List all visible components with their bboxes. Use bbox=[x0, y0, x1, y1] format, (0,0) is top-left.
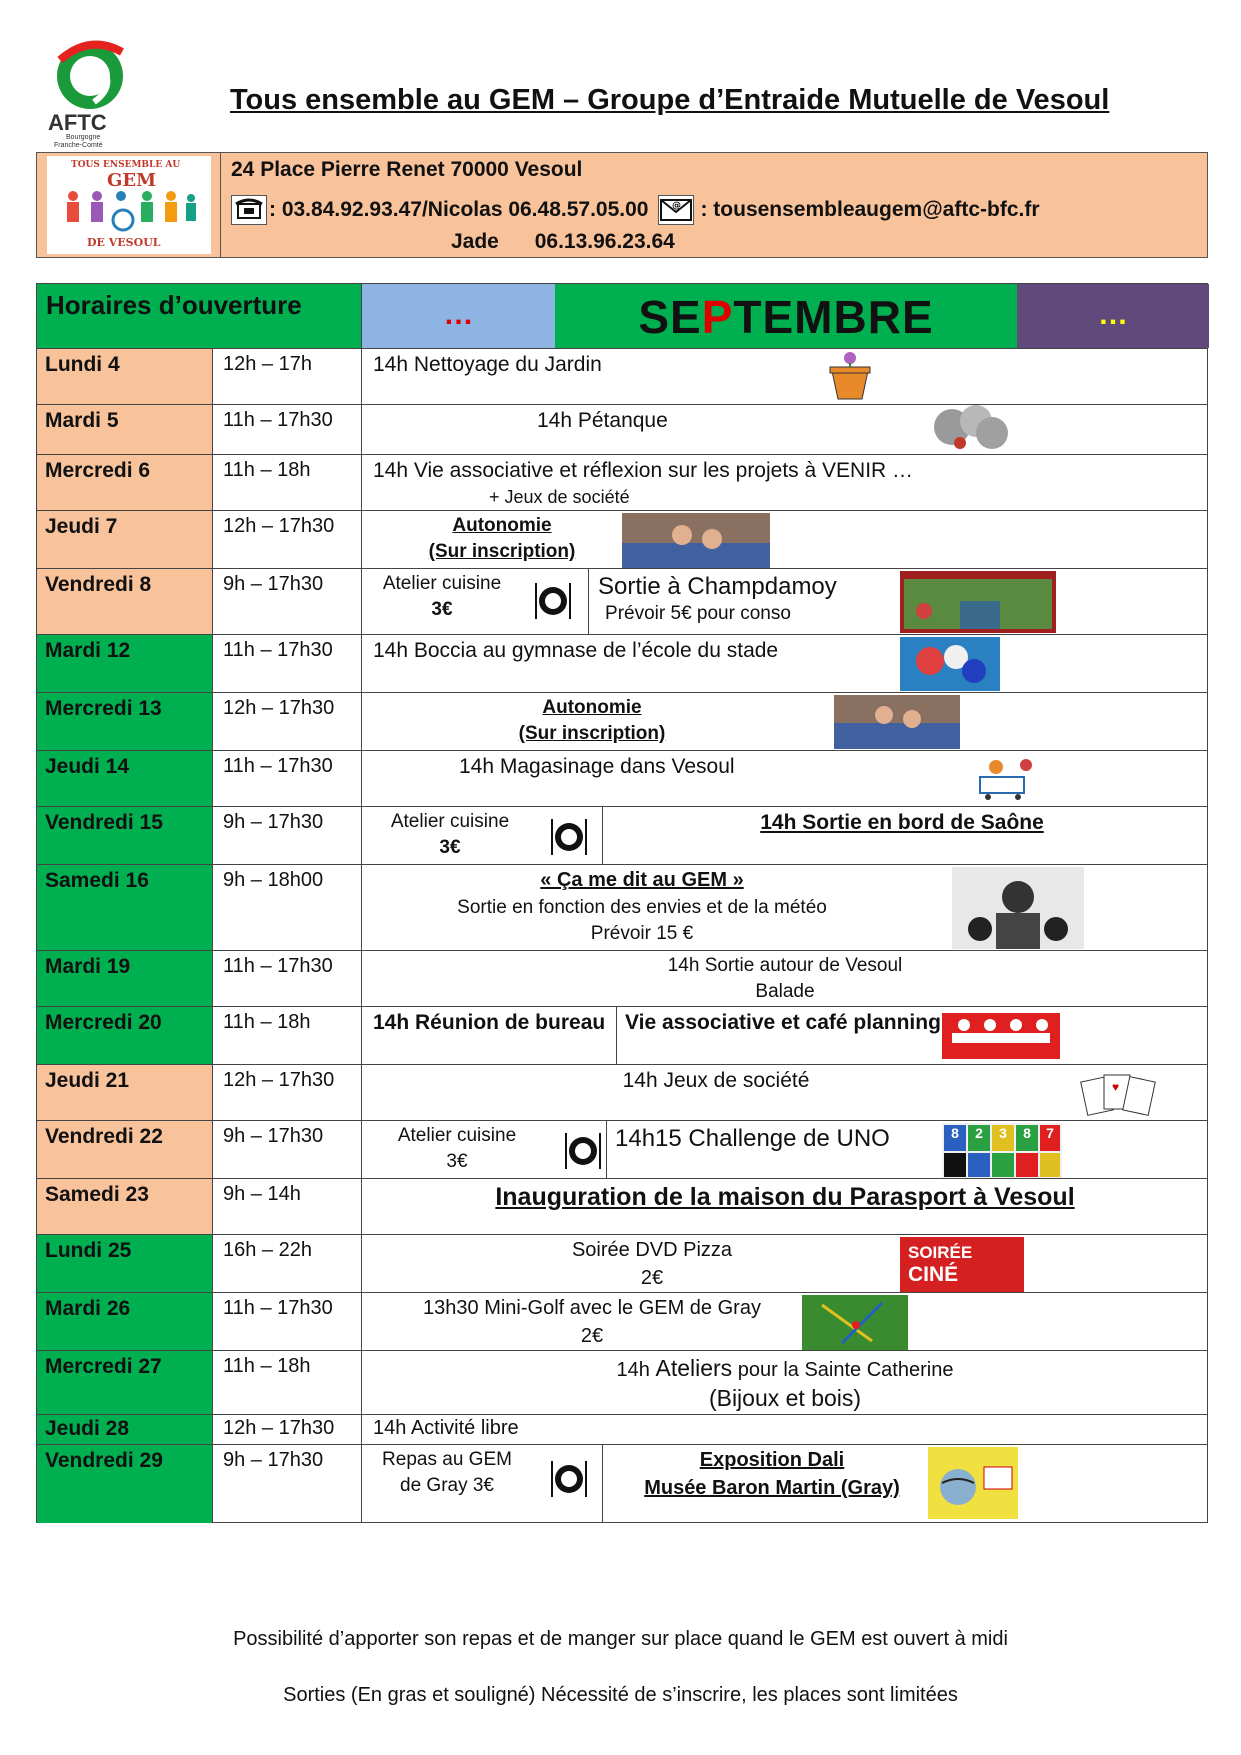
hours-cell: 11h – 17h30 bbox=[213, 405, 362, 454]
aftc-logo-sub1: Bourgogne bbox=[66, 134, 101, 141]
table-row bbox=[37, 1444, 1207, 1635]
activity-right-text: 14h Sortie en bord de Saône bbox=[760, 811, 1044, 834]
day-cell: Mercredi 27 bbox=[37, 1351, 213, 1414]
month-next-dots: … bbox=[1098, 298, 1128, 331]
gem-logo-line1: TOUS ENSEMBLE AU bbox=[71, 160, 181, 170]
activity-text: 14h Activité libre bbox=[373, 1417, 519, 1439]
table-row bbox=[37, 950, 1207, 1006]
envelope-icon bbox=[658, 195, 694, 225]
hours-cell: 9h – 17h30 bbox=[213, 807, 362, 864]
day-cell: Samedi 23 bbox=[37, 1179, 213, 1234]
activity-cell bbox=[362, 693, 1207, 750]
jade-name: Jade bbox=[451, 230, 499, 253]
table-row bbox=[37, 1178, 1207, 1234]
shopping-cart-icon bbox=[966, 757, 1050, 803]
activity-cell bbox=[362, 405, 1207, 454]
activity-right-subtext: Musée Baron Martin (Gray) bbox=[644, 1477, 900, 1499]
activity-cell bbox=[362, 1445, 1207, 1523]
activity-right-text: 14h15 Challenge de UNO bbox=[615, 1125, 890, 1152]
jade-row bbox=[451, 230, 675, 254]
table-row bbox=[37, 510, 1207, 568]
table-row bbox=[37, 1414, 1207, 1444]
activity-text: Atelier cuisine bbox=[390, 811, 510, 832]
mini-golf-icon bbox=[802, 1295, 908, 1351]
table-row bbox=[37, 864, 1207, 950]
activity-text: 14h Réunion de bureau bbox=[373, 1011, 606, 1034]
day-cell: Mardi 12 bbox=[37, 635, 213, 692]
meeting-table-icon bbox=[942, 1013, 1060, 1059]
activity-cell bbox=[362, 1121, 1207, 1178]
dali-poster-image bbox=[928, 1447, 1018, 1519]
hours-cell: 9h – 17h30 bbox=[213, 569, 362, 634]
activity-right-text: Exposition Dali bbox=[699, 1449, 845, 1471]
activity-cell bbox=[362, 455, 1207, 510]
uno-cards-icon: 8 2 3 8 7 bbox=[942, 1123, 1062, 1179]
activity-text: 14h Boccia au gymnase de l’école du stade bbox=[373, 639, 779, 662]
activity-subtext: (Sur inscription) bbox=[518, 723, 666, 744]
autonomy-photo bbox=[834, 695, 960, 749]
activity-subtext: (Bijoux et bois) bbox=[708, 1385, 862, 1411]
boxer-photo bbox=[952, 867, 1084, 949]
hours-cell: 9h – 14h bbox=[213, 1179, 362, 1234]
activity-subtext: + Jeux de société bbox=[489, 487, 630, 507]
footer-note-outings: Sorties (En gras et souligné) Nécessité de s’inscrire, les places sont limitées bbox=[283, 1684, 958, 1706]
hours-cell: 9h – 17h30 bbox=[213, 1445, 362, 1523]
day-cell: Jeudi 14 bbox=[37, 751, 213, 806]
aftc-logo bbox=[44, 40, 140, 150]
table-row bbox=[37, 634, 1207, 692]
day-cell: Vendredi 29 bbox=[37, 1445, 213, 1523]
activity-text: Repas au GEM bbox=[382, 1449, 512, 1470]
aftc-logo-text: AFTC bbox=[48, 110, 107, 135]
day-cell: Mercredi 6 bbox=[37, 455, 213, 510]
plate-cutlery-icon bbox=[563, 1123, 603, 1179]
champdamoy-photo bbox=[900, 571, 1056, 633]
gem-logo bbox=[47, 156, 211, 254]
table-row bbox=[37, 454, 1207, 510]
address: 24 Place Pierre Renet 70000 Vesoul bbox=[231, 158, 583, 181]
activity-text: Atelier cuisine bbox=[397, 1125, 517, 1146]
hours-cell: 11h – 17h30 bbox=[213, 951, 362, 1006]
day-cell: Mardi 5 bbox=[37, 405, 213, 454]
activity-cell bbox=[362, 1351, 1207, 1414]
day-cell: Vendredi 15 bbox=[37, 807, 213, 864]
day-cell: Jeudi 7 bbox=[37, 511, 213, 568]
svg-text:♥: ♥ bbox=[1112, 1080, 1120, 1094]
day-cell: Mardi 19 bbox=[37, 951, 213, 1006]
activity-text: Atelier cuisine bbox=[382, 573, 502, 594]
jade-phone: 06.13.96.23.64 bbox=[534, 230, 675, 253]
activity-cell bbox=[362, 1415, 1207, 1444]
telephone-icon bbox=[231, 195, 267, 225]
contact-box bbox=[36, 152, 1208, 258]
activity-price: 2€ bbox=[640, 1267, 664, 1289]
activity-cell bbox=[362, 1065, 1207, 1120]
activity-price: 3€ bbox=[446, 1151, 468, 1172]
activity-subtext: de Gray 3€ bbox=[400, 1475, 494, 1496]
hours-cell: 12h – 17h30 bbox=[213, 511, 362, 568]
table-row bbox=[37, 692, 1207, 750]
activity-text: 14h Nettoyage du Jardin bbox=[373, 353, 602, 376]
hours-cell: 12h – 17h bbox=[213, 349, 362, 404]
day-cell: Mercredi 13 bbox=[37, 693, 213, 750]
activity-cell bbox=[362, 349, 1207, 404]
activity-text: Soirée DVD Pizza bbox=[571, 1239, 733, 1261]
phone-row bbox=[231, 195, 1040, 225]
people-icon bbox=[61, 190, 201, 234]
month-prev-dots: … bbox=[443, 298, 474, 331]
activity-cell bbox=[362, 1007, 1207, 1064]
activity-cell bbox=[362, 865, 1207, 950]
table-row bbox=[37, 1292, 1207, 1350]
gem-logo-line3: DE VESOUL bbox=[87, 236, 161, 249]
activity-subtext: (Sur inscription) bbox=[428, 541, 576, 562]
activity-text: 14h Jeux de société bbox=[622, 1069, 810, 1092]
table-row bbox=[37, 1120, 1207, 1178]
hours-cell: 11h – 17h30 bbox=[213, 1293, 362, 1350]
day-cell: Mercredi 20 bbox=[37, 1007, 213, 1064]
month-prev-cell bbox=[362, 284, 555, 348]
activity-cell bbox=[362, 1179, 1207, 1234]
day-cell: Mardi 26 bbox=[37, 1293, 213, 1350]
activity-cell bbox=[362, 1235, 1207, 1292]
activity-cell bbox=[362, 807, 1207, 864]
activity-text: 14h Ateliers pour la Sainte Catherine bbox=[616, 1355, 954, 1381]
opening-hours-heading-cell bbox=[37, 284, 362, 348]
activity-text: Inauguration de la maison du Parasport à Vesoul bbox=[495, 1183, 1075, 1211]
day-cell: Jeudi 28 bbox=[37, 1415, 213, 1444]
footer-note-lunch: Possibilité d’apporter son repas et de manger sur place quand le GEM est ouvert à midi bbox=[233, 1628, 1008, 1650]
activity-text: Autonomie bbox=[452, 515, 552, 536]
hours-cell: 11h – 18h bbox=[213, 1007, 362, 1064]
hours-cell: 11h – 17h30 bbox=[213, 635, 362, 692]
activity-subtext-2: Prévoir 15 € bbox=[590, 923, 694, 944]
activity-text: 14h Vie associative et réflexion sur les projets à VENIR … bbox=[373, 459, 914, 482]
email-address[interactable]: : tousensembleaugem@aftc-bfc.fr bbox=[700, 198, 1040, 221]
hours-cell: 9h – 17h30 bbox=[213, 1121, 362, 1178]
activity-subtext: Sortie en fonction des envies et de la météo bbox=[457, 897, 827, 918]
table-row bbox=[37, 1006, 1207, 1064]
day-cell: Jeudi 21 bbox=[37, 1065, 213, 1120]
month-next-cell bbox=[1017, 284, 1209, 348]
boccia-balls-icon bbox=[900, 637, 1000, 691]
activity-text: Autonomie bbox=[542, 697, 642, 718]
table-row bbox=[37, 404, 1207, 454]
plate-cutlery-icon bbox=[549, 1451, 589, 1507]
autonomy-photo bbox=[622, 513, 770, 569]
day-cell: Lundi 25 bbox=[37, 1235, 213, 1292]
gem-logo-line2: GEM bbox=[107, 170, 157, 191]
plate-cutlery-icon bbox=[533, 573, 573, 629]
activity-price: 2€ bbox=[580, 1325, 604, 1347]
hours-cell: 12h – 17h30 bbox=[213, 1415, 362, 1444]
flower-pot-icon bbox=[824, 351, 876, 401]
activity-subtext: Balade bbox=[755, 981, 815, 1002]
activity-cell bbox=[362, 751, 1207, 806]
phone-numbers: : 03.84.92.93.47/Nicolas 06.48.57.05.00 bbox=[269, 198, 649, 221]
day-cell: Vendredi 8 bbox=[37, 569, 213, 634]
soiree-cine-icon: SOIRÉE CINÉ bbox=[900, 1237, 1024, 1293]
hours-cell: 11h – 17h30 bbox=[213, 751, 362, 806]
activity-cell bbox=[362, 569, 1207, 634]
page-title: Tous ensemble au GEM – Groupe d’Entraide Mutuelle de Vesoul bbox=[230, 84, 1110, 116]
activity-cell bbox=[362, 511, 1207, 568]
table-row bbox=[37, 1350, 1207, 1414]
table-row bbox=[37, 568, 1207, 634]
day-cell: Vendredi 22 bbox=[37, 1121, 213, 1178]
schedule-table bbox=[36, 283, 1208, 1634]
table-row bbox=[37, 806, 1207, 864]
activity-text: 13h30 Mini-Golf avec le GEM de Gray bbox=[423, 1297, 761, 1319]
month-cell bbox=[555, 284, 1017, 348]
gem-logo-cell bbox=[37, 153, 221, 257]
activity-cell bbox=[362, 635, 1207, 692]
hours-cell: 11h – 18h bbox=[213, 455, 362, 510]
hours-cell: 12h – 17h30 bbox=[213, 693, 362, 750]
opening-hours-heading: Horaires d’ouverture bbox=[46, 290, 302, 320]
table-row bbox=[37, 1064, 1207, 1120]
activity-price: 3€ bbox=[431, 599, 453, 620]
activity-cell bbox=[362, 951, 1207, 1006]
activity-text: 14h Magasinage dans Vesoul bbox=[459, 755, 735, 778]
activity-text: 14h Sortie autour de Vesoul bbox=[667, 955, 903, 976]
activity-right-subtext: Prévoir 5€ pour conso bbox=[605, 603, 791, 624]
month-title: SEPTEMBRE bbox=[638, 291, 934, 343]
hours-cell: 9h – 18h00 bbox=[213, 865, 362, 950]
table-row bbox=[37, 750, 1207, 806]
table-row bbox=[37, 348, 1207, 404]
activity-cell bbox=[362, 1293, 1207, 1350]
hours-cell: 12h – 17h30 bbox=[213, 1065, 362, 1120]
activity-right-text: Sortie à Champdamoy bbox=[598, 573, 837, 600]
table-row bbox=[37, 1234, 1207, 1292]
plate-cutlery-icon bbox=[549, 809, 589, 865]
day-cell: Lundi 4 bbox=[37, 349, 213, 404]
activity-right-text: Vie associative et café planning bbox=[625, 1011, 941, 1034]
day-cell: Samedi 16 bbox=[37, 865, 213, 950]
aftc-logo-sub2: Franche-Comté bbox=[54, 142, 103, 149]
hours-cell: 11h – 18h bbox=[213, 1351, 362, 1414]
activity-text: « Ça me dit au GEM » bbox=[540, 869, 744, 891]
petanque-balls-icon bbox=[930, 405, 1020, 453]
activity-price: 3€ bbox=[439, 837, 461, 858]
hours-cell: 16h – 22h bbox=[213, 1235, 362, 1292]
activity-text: 14h Pétanque bbox=[537, 409, 668, 432]
playing-cards-icon bbox=[1080, 1069, 1158, 1117]
svg-text:@: @ bbox=[672, 201, 682, 211]
